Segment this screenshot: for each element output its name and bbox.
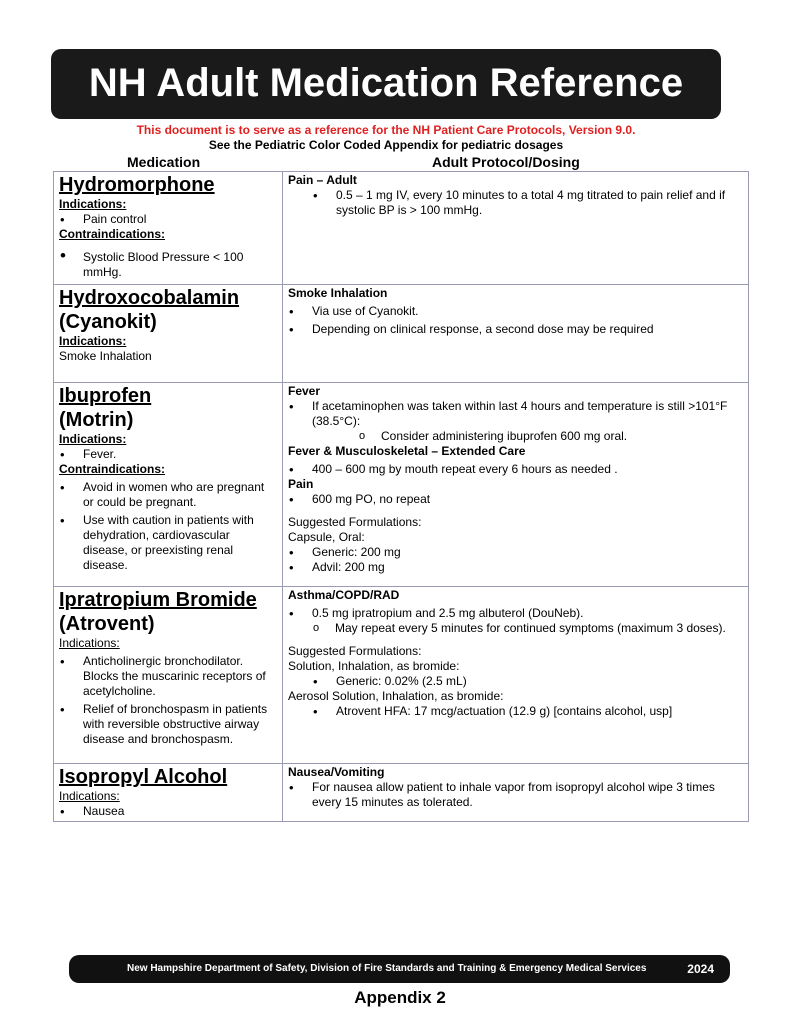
column-header-medication: Medication <box>127 154 201 170</box>
contraindications-label: Contraindications: <box>59 462 166 476</box>
footer-bar <box>69 955 730 983</box>
list-item: • Via use of Cyanokit. <box>288 304 743 319</box>
list-item: • Systolic Blood Pressure < 100 mmHg. <box>59 250 277 280</box>
dosing-heading: Asthma/COPD/RAD <box>288 588 400 602</box>
drug-name: Hydromorphone <box>59 174 215 196</box>
dosing-heading: Fever <box>288 384 321 398</box>
list-item: • Relief of bronchospasm in patients with reversible obstructive airway disease and bronchospasm. <box>59 702 277 747</box>
dosing-heading: Pain <box>288 477 314 491</box>
table-row <box>54 764 749 822</box>
list-item: • 0.5 – 1 mg IV, every 10 minutes to a total 4 mg titrated to pain relief and if systolic BP is > 100 mmHg. <box>312 188 743 218</box>
dosing-cell <box>283 587 749 764</box>
list-item: • If acetaminophen was taken within last 4 hours and temperature is still >101°F (38.5°C): <box>288 399 743 429</box>
medication-table <box>53 171 749 822</box>
contraindications-label: Contraindications: <box>59 227 166 241</box>
list-item: • For nausea allow patient to inhale vapor from isopropyl alcohol wipe 3 times every 15 minutes as tolerated. <box>288 780 743 810</box>
list-item: • Fever. <box>59 447 277 462</box>
footer-organization: New Hampshire Department of Safety, Division of Fire Standards and Training & Emergency Medical Services <box>127 963 647 974</box>
list-item: • 400 – 600 mg by mouth repeat every 6 hours as needed . <box>288 462 743 477</box>
list-item: • Pain control <box>59 212 277 227</box>
column-header-dosing: Adult Protocol/Dosing <box>432 154 580 170</box>
list-item: • Anticholinergic bronchodilator. Blocks the muscarinic receptors of acetylcholine. <box>59 654 277 699</box>
drug-name: Ibuprofen <box>59 385 152 407</box>
table-row <box>54 383 749 587</box>
drug-name: Ipratropium Bromide <box>59 589 257 611</box>
indications-label: Indications: <box>59 197 127 211</box>
appendix-label: Appendix 2 <box>354 988 446 1007</box>
list-item: • Atrovent HFA: 17 mcg/actuation (12.9 g) [contains alcohol, usp] <box>312 704 743 719</box>
title-banner <box>51 49 721 119</box>
table-row <box>54 587 749 764</box>
footer-year: 2024 <box>687 962 714 976</box>
indications-label: Indications: <box>59 432 127 446</box>
formulation-type: Aerosol Solution, Inhalation, as bromide: <box>288 689 504 703</box>
formulations-label: Suggested Formulations: <box>288 644 422 658</box>
list-item: • Generic: 0.02% (2.5 mL) <box>312 674 743 689</box>
medication-cell <box>54 587 283 764</box>
list-item: o Consider administering ibuprofen 600 mg oral. <box>288 429 743 444</box>
dosing-cell <box>283 172 749 285</box>
dosing-heading: Smoke Inhalation <box>288 286 388 300</box>
pediatric-note: See the Pediatric Color Coded Appendix for pediatric dosages <box>208 138 564 152</box>
dosing-heading: Pain – Adult <box>288 173 357 187</box>
medication-cell <box>54 764 283 822</box>
formulation-type: Capsule, Oral: <box>288 530 365 544</box>
medication-cell <box>54 285 283 383</box>
list-item: • 0.5 mg ipratropium and 2.5 mg albuterol (DouNeb). <box>288 606 743 621</box>
formulations-label: Suggested Formulations: <box>288 515 422 529</box>
list-item: • Depending on clinical response, a second dose may be required <box>288 322 743 337</box>
indications-label: Indications: <box>59 789 120 803</box>
dosing-heading: Fever & Musculoskeletal – Extended Care <box>288 444 526 458</box>
dosing-cell <box>283 383 749 587</box>
drug-brand-name: (Cyanokit) <box>59 311 157 333</box>
dosing-heading: Nausea/Vomiting <box>288 765 385 779</box>
list-item: • Nausea <box>59 804 277 819</box>
page-title: NH Adult Medication Reference <box>88 61 684 105</box>
indications-text: Smoke Inhalation <box>59 349 152 363</box>
list-item: • Advil: 200 mg <box>288 560 743 575</box>
list-item: o May repeat every 5 minutes for continued symptoms (maximum 3 doses). <box>288 621 743 636</box>
dosing-cell <box>283 764 749 822</box>
indications-label: Indications: <box>59 636 120 650</box>
medication-cell <box>54 383 283 587</box>
list-item: • Avoid in women who are pregnant or could be pregnant. <box>59 480 277 510</box>
table-row <box>54 285 749 383</box>
drug-name: Hydroxocobalamin <box>59 287 240 309</box>
list-item: • Use with caution in patients with dehydration, cardiovascular disease, or preexisting renal disease. <box>59 513 277 573</box>
drug-brand-name: (Motrin) <box>59 409 134 431</box>
formulation-type: Solution, Inhalation, as bromide: <box>288 659 460 673</box>
list-item: • 600 mg PO, no repeat <box>288 492 743 507</box>
dosing-cell <box>283 285 749 383</box>
indications-label: Indications: <box>59 334 127 348</box>
reference-note: This document is to serve as a reference for the NH Patient Care Protocols, Version 9.0. <box>136 123 636 137</box>
drug-name: Isopropyl Alcohol <box>59 766 228 788</box>
drug-brand-name: (Atrovent) <box>59 613 155 635</box>
list-item: • Generic: 200 mg <box>288 545 743 560</box>
medication-cell <box>54 172 283 285</box>
table-row <box>54 172 749 285</box>
